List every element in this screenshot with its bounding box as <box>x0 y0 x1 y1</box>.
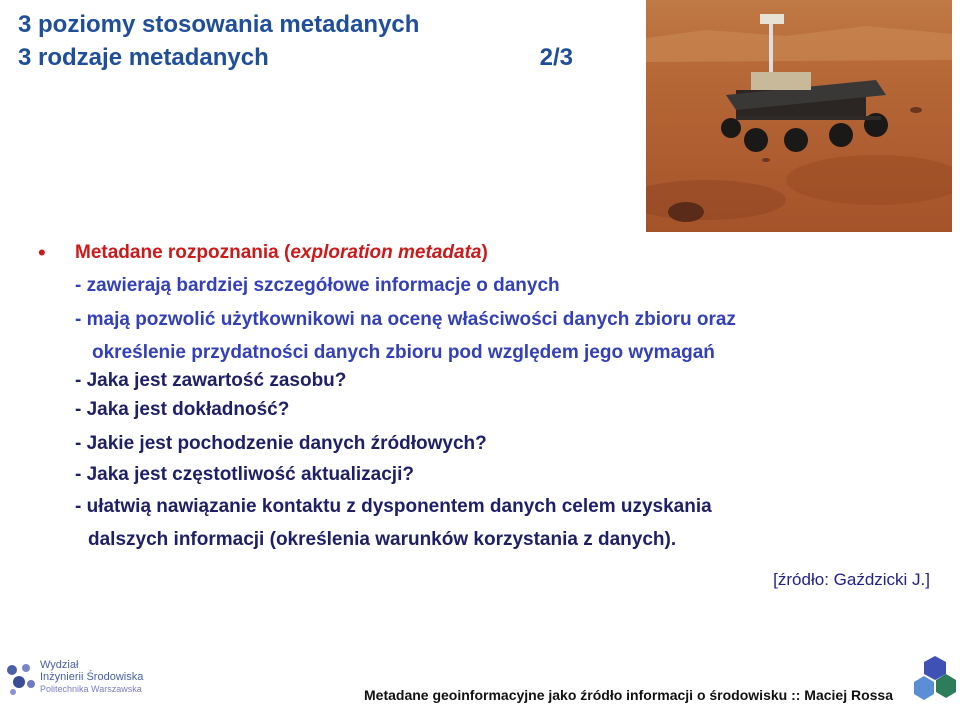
text-line-9: dalszych informacji (określenia warunków korzystania z danych). <box>88 529 677 550</box>
source-citation: [źródło: Gaździcki J.] <box>773 570 930 589</box>
faculty-name: Wydział Inżynierii Środowiska Politechnika Warszawska <box>40 659 144 694</box>
hexagon-logo-icon <box>912 654 958 704</box>
question-accuracy: - Jaka jest dokładność? <box>75 399 290 420</box>
text-line-8: - ułatwią nawiązanie kontaktu z dysponentem danych celem uzyskania <box>75 496 712 517</box>
slide-title <box>18 8 573 74</box>
question-origin: - Jakie jest pochodzenie danych źródłowych? <box>75 433 487 454</box>
text-line-3: określenie przydatności danych zbioru pod względem jego wymagań <box>92 342 715 363</box>
title-line-1: 3 poziomy stosowania metadanych <box>18 11 420 38</box>
mars-rover-photo <box>646 0 952 232</box>
bullet-icon: • <box>38 240 46 265</box>
title-line-2: 3 rodzaje metadanych <box>18 44 269 71</box>
footer-text: Metadane geoinformacyjne jako źródło informacji o środowisku :: Maciej Rossa <box>364 687 894 703</box>
question-frequency: - Jaka jest częstotliwość aktualizacji? <box>75 464 414 485</box>
text-line-1: - zawierają bardziej szczegółowe informacje o danych <box>75 275 560 296</box>
text-line-2: - mają pozwolić użytkownikowi na ocenę właściwości danych zbioru oraz <box>75 309 736 330</box>
question-content: - Jaka jest zawartość zasobu? <box>75 370 347 391</box>
section-heading: Metadane rozpoznania (exploration metadata) <box>75 242 488 263</box>
page-indicator: 2/3 <box>539 44 573 71</box>
